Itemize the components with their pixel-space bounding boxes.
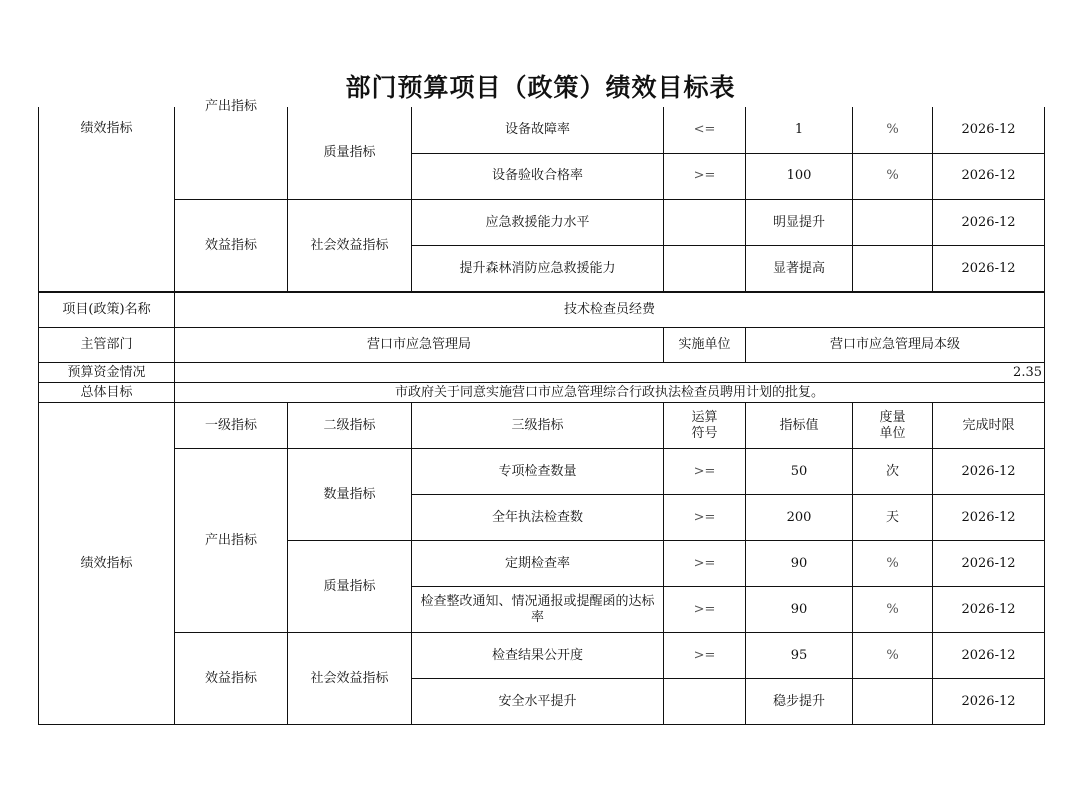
indicator-name: 专项检查数量: [412, 449, 664, 495]
header-level2: 二级指标: [288, 403, 412, 449]
quality-label: 质量指标: [288, 541, 412, 633]
page-title: 部门预算项目（政策）绩效目标表: [345, 73, 736, 102]
deadline: 2026-12: [933, 495, 1045, 541]
benefit-label: 效益指标: [175, 200, 288, 292]
operator: >=: [664, 449, 746, 495]
indicator-name: 定期检查率: [412, 541, 664, 587]
indicator-unit: [853, 679, 933, 725]
deadline: 2026-12: [933, 633, 1045, 679]
indicator-name: 全年执法检查数: [412, 495, 664, 541]
indicator-value: 90: [746, 587, 853, 633]
indicator-unit: [853, 200, 933, 246]
goal-value: 市政府关于同意实施营口市应急管理综合行政执法检查员聘用计划的批复。: [175, 383, 1045, 403]
budget-label: 预算资金情况: [39, 363, 175, 383]
quality-label: 质量指标: [288, 107, 412, 200]
social-benefit-label: 社会效益指标: [288, 200, 412, 292]
output-label: 产出指标: [175, 449, 288, 633]
header-level3: 三级指标: [412, 403, 664, 449]
operator: >=: [664, 587, 746, 633]
quantity-label: 数量指标: [288, 449, 412, 541]
indicator-name: 设备故障率: [412, 107, 664, 153]
goal-label: 总体目标: [39, 383, 175, 403]
indicator-unit: [853, 246, 933, 292]
indicator-unit: %: [853, 587, 933, 633]
impl-value: 营口市应急管理局本级: [746, 328, 1045, 363]
header-level1: 一级指标: [175, 403, 288, 449]
indicator-value: 显著提高: [746, 246, 853, 292]
project-name-label: 项目(政策)名称: [39, 293, 175, 328]
indicator-value: 1: [746, 107, 853, 153]
project-name: 技术检查员经费: [175, 293, 1045, 328]
operator: >=: [664, 541, 746, 587]
indicator-value: 50: [746, 449, 853, 495]
operator: [664, 200, 746, 246]
operator: <=: [664, 107, 746, 153]
impl-label: 实施单位: [664, 328, 746, 363]
operator: [664, 246, 746, 292]
header-deadline: 完成时限: [933, 403, 1045, 449]
budget-value: 2.35: [175, 363, 1045, 383]
header-unit: 度量 单位: [853, 403, 933, 449]
indicator-value: 明显提升: [746, 200, 853, 246]
deadline: 2026-12: [933, 587, 1045, 633]
deadline: 2026-12: [933, 107, 1045, 153]
indicator-unit: %: [853, 153, 933, 199]
indicator-unit: 次: [853, 449, 933, 495]
dept-label: 主管部门: [39, 328, 175, 363]
perf-label: 绩效指标: [39, 403, 175, 725]
deadline: 2026-12: [933, 449, 1045, 495]
deadline: 2026-12: [933, 541, 1045, 587]
operator: >=: [664, 153, 746, 199]
indicator-name: 检查结果公开度: [412, 633, 664, 679]
perf-label: 绩效指标: [39, 107, 175, 292]
indicator-value: 稳步提升: [746, 679, 853, 725]
operator: [664, 679, 746, 725]
indicator-value: 200: [746, 495, 853, 541]
deadline: 2026-12: [933, 200, 1045, 246]
benefit-label: 效益指标: [175, 633, 288, 725]
indicator-name: 设备验收合格率: [412, 153, 664, 199]
indicator-unit: 天: [853, 495, 933, 541]
project-indicator-table: [38, 292, 1045, 725]
indicator-name: 提升森林消防应急救援能力: [412, 246, 664, 292]
indicator-unit: %: [853, 541, 933, 587]
deadline: 2026-12: [933, 246, 1045, 292]
header-operator: 运算 符号: [664, 403, 746, 449]
header-value: 指标值: [746, 403, 853, 449]
indicator-name: 应急救援能力水平: [412, 200, 664, 246]
dept-value: 营口市应急管理局: [175, 328, 664, 363]
operator: >=: [664, 495, 746, 541]
deadline: 2026-12: [933, 679, 1045, 725]
social-benefit-label: 社会效益指标: [288, 633, 412, 725]
indicator-value: 95: [746, 633, 853, 679]
indicator-value: 90: [746, 541, 853, 587]
output-label-cut: 产出指标: [175, 107, 288, 200]
indicator-name: 安全水平提升: [412, 679, 664, 725]
operator: >=: [664, 633, 746, 679]
indicator-unit: %: [853, 107, 933, 153]
upper-indicator-table: [38, 99, 1045, 292]
indicator-unit: %: [853, 633, 933, 679]
indicator-value: 100: [746, 153, 853, 199]
deadline: 2026-12: [933, 153, 1045, 199]
indicator-name: 检查整改通知、情况通报或提醒函的达标率: [412, 587, 664, 633]
